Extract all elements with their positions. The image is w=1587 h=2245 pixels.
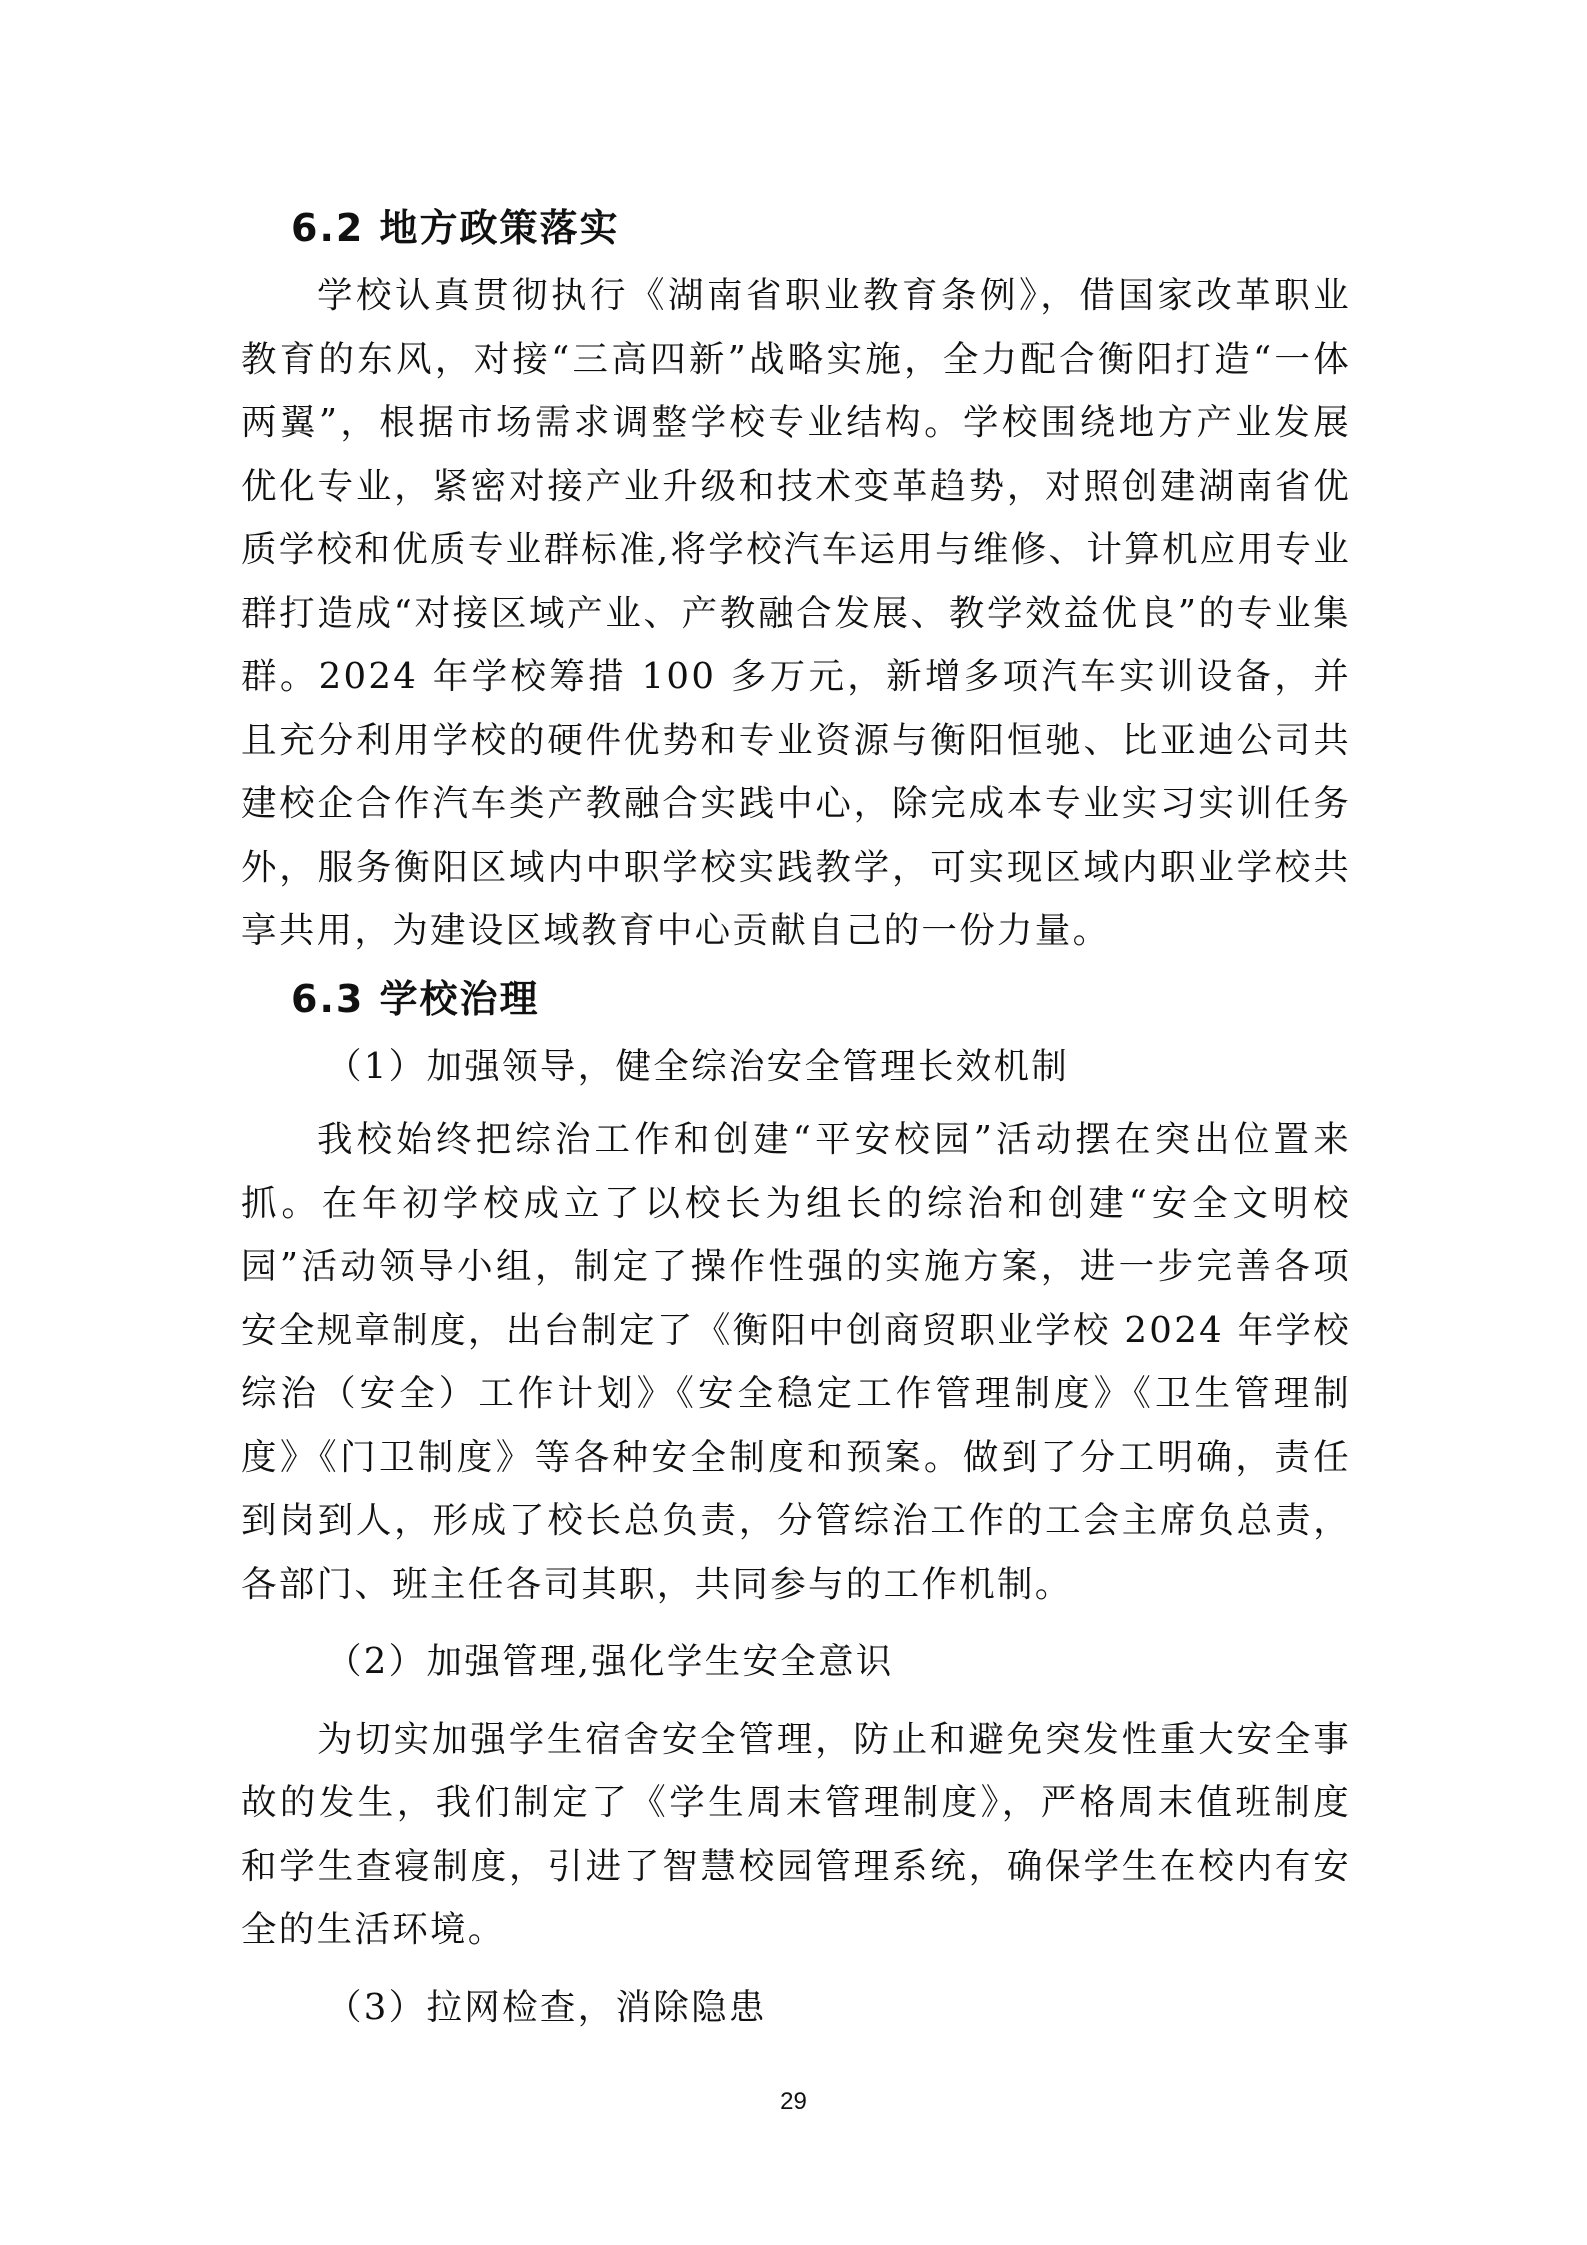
subsection-2-paragraph: 为切实加强学生宿舍安全管理，防止和避免突发性重大安全事故的发生，我们制定了《学生周末管理制度》，严格周末值班制度和学生查寝制度，引进了智慧校园管理系统，确保学生在校内有安全的生活环境。 <box>241 1718 1351 1950</box>
page-content <box>241 192 1351 2039</box>
section-heading-6-2: 6.2 地方政策落实 <box>291 206 620 250</box>
subsection-1-paragraph: 我校始终把综治工作和创建“平安校园”活动摆在突出位置来抓。在年初学校成立了以校长为组长的综治和创建“安全文明校园”活动领导小组，制定了操作性强的实施方案，进一步完善各项安全规章制度，出台制定了《衡阳中创商贸职业学校 2024 年学校综治（安全）工作计划》《安全稳定工作管理制度》《卫生管理制度》《门卫制度》等各种安全制度和预案。做到了分工明确，责任到岗到人，形成了校长总负责，分管综治工作的工会主席负总责，各部门、班主任各司其职，共同参与的工作机制。 <box>241 1119 1351 1605</box>
section-6-2-paragraph: 学校认真贯彻执行《湖南省职业教育条例》，借国家改革职业教育的东风，对接“三高四新”战略实施，全力配合衡阳打造“一体两翼”，根据市场需求调整学校专业结构。学校围绕地方产业发展优化专业，紧密对接产业升级和技术变革趋势，对照创建湖南省优质学校和优质专业群标准,将学校汽车运用与维修、计算机应用专业群打造成“对接区域产业、产教融合发展、教学效益优良”的专业集群。2024 年学校筹措 100 多万元，新增多项汽车实训设备，并且充分利用学校的硬件优势和专业资源与衡阳恒驰、比亚迪公司共建校企合作汽车类产教融合实践中心，除完成本专业实习实训任务外，服务衡阳区域内中职学校实践教学，可实现区域内职业学校共享共用，为建设区域教育中心贡献自己的一份力量。 <box>241 275 1351 951</box>
subsection-title-3: （3）拉网检查，消除隐患 <box>326 1986 767 2028</box>
subsection-title-1: （1）加强领导，健全综治安全管理长效机制 <box>326 1045 1070 1087</box>
page-number: 29 <box>780 2088 807 2115</box>
subsection-title-2: （2）加强管理,强化学生安全意识 <box>326 1641 894 1682</box>
section-heading-6-3: 6.3 学校治理 <box>291 976 540 1021</box>
